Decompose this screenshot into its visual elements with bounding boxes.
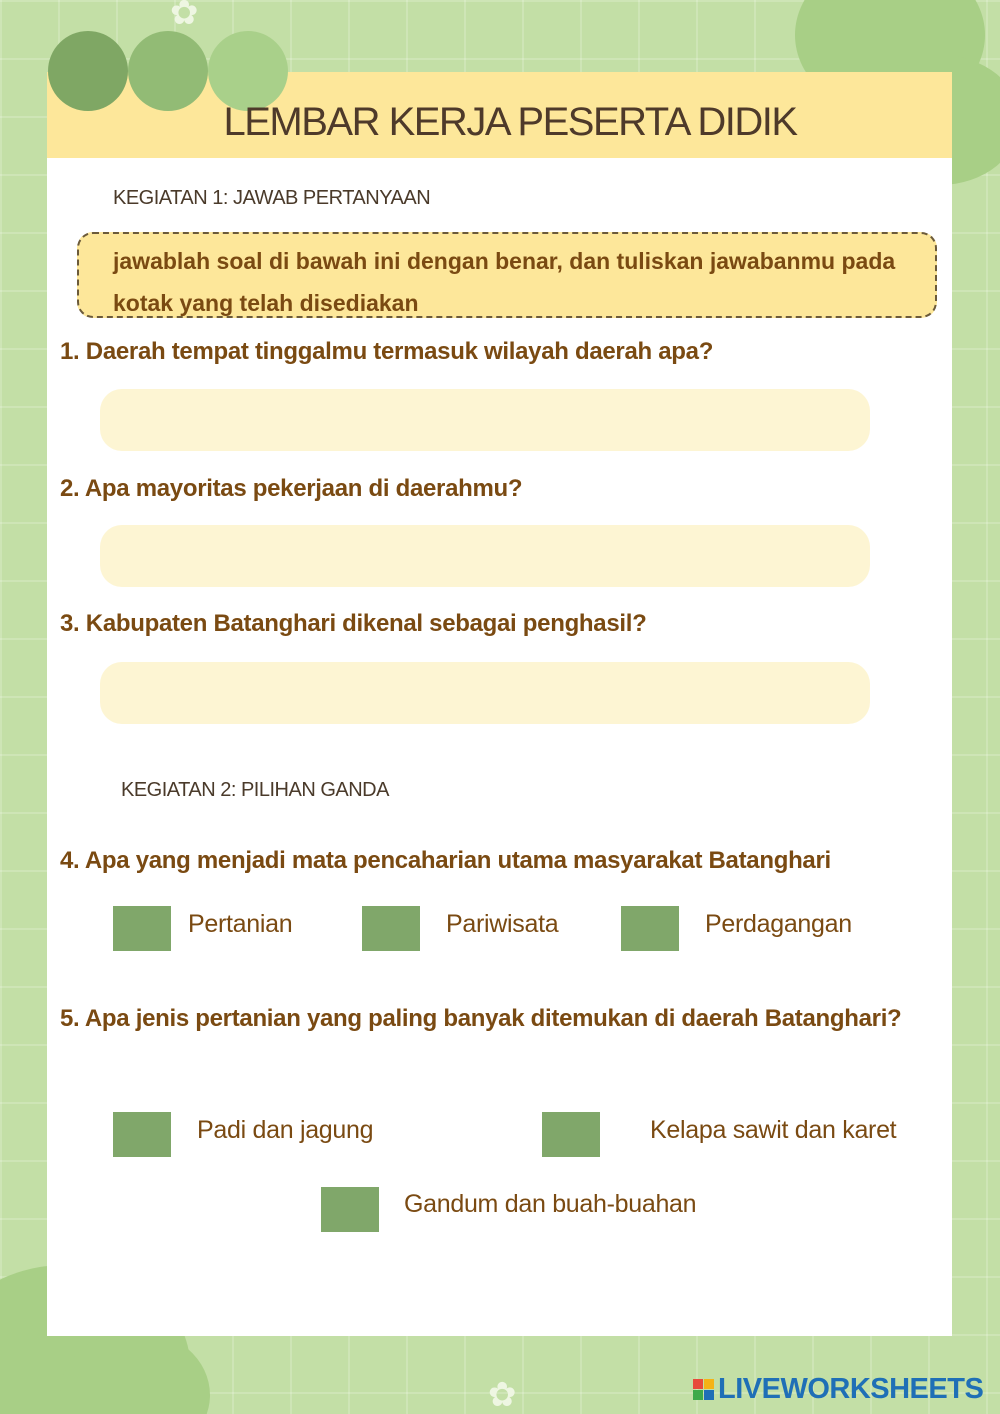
question-1: 1. Daerah tempat tinggalmu termasuk wilayah daerah apa? xyxy=(60,338,714,365)
answer-box-2[interactable] xyxy=(100,525,870,587)
liveworksheets-brand-text: LIVEWORKSHEETS xyxy=(718,1372,984,1405)
flower-icon: ✿ xyxy=(488,1375,517,1414)
liveworksheets-logo[interactable] xyxy=(693,1372,983,1406)
decorative-circle xyxy=(128,31,208,111)
activity-1-label: KEGIATAN 1: JAWAB PERTANYAAN xyxy=(113,187,431,209)
option-label-padi-jagung: Padi dan jagung xyxy=(197,1116,374,1144)
decorative-circle xyxy=(48,31,128,111)
option-checkbox-perdagangan[interactable] xyxy=(621,906,679,951)
option-checkbox-pertanian[interactable] xyxy=(113,906,171,951)
page-title: LEMBAR KERJA PESERTA DIDIK xyxy=(223,100,797,144)
option-label-pertanian: Pertanian xyxy=(188,910,293,938)
option-label-gandum-buah: Gandum dan buah-buahan xyxy=(404,1190,697,1218)
option-label-perdagangan: Perdagangan xyxy=(705,910,852,938)
question-2: 2. Apa mayoritas pekerjaan di daerahmu? xyxy=(60,475,523,502)
question-3: 3. Kabupaten Batanghari dikenal sebagai penghasil? xyxy=(60,610,647,637)
option-checkbox-kelapa-sawit-karet[interactable] xyxy=(542,1112,600,1157)
option-checkbox-padi-jagung[interactable] xyxy=(113,1112,171,1157)
option-label-kelapa-sawit-karet: Kelapa sawit dan karet xyxy=(650,1116,897,1144)
flower-icon: ✿ xyxy=(170,0,199,33)
question-5: 5. Apa jenis pertanian yang paling banyak ditemukan di daerah Batanghari? xyxy=(60,1005,902,1032)
answer-box-1[interactable] xyxy=(100,389,870,451)
decorative-circle xyxy=(208,31,288,111)
instruction-box: jawablah soal di bawah ini dengan benar, dan tuliskan jawabanmu pada kotak yang telah disediakan xyxy=(77,232,937,318)
question-4: 4. Apa yang menjadi mata pencaharian utama masyarakat Batanghari xyxy=(60,847,831,874)
option-checkbox-gandum-buah[interactable] xyxy=(321,1187,379,1232)
liveworksheets-logo-icon xyxy=(693,1379,714,1400)
option-label-pariwisata: Pariwisata xyxy=(446,910,559,938)
option-checkbox-pariwisata[interactable] xyxy=(362,906,420,951)
answer-box-3[interactable] xyxy=(100,662,870,724)
activity-2-label: KEGIATAN 2: PILIHAN GANDA xyxy=(121,779,389,801)
